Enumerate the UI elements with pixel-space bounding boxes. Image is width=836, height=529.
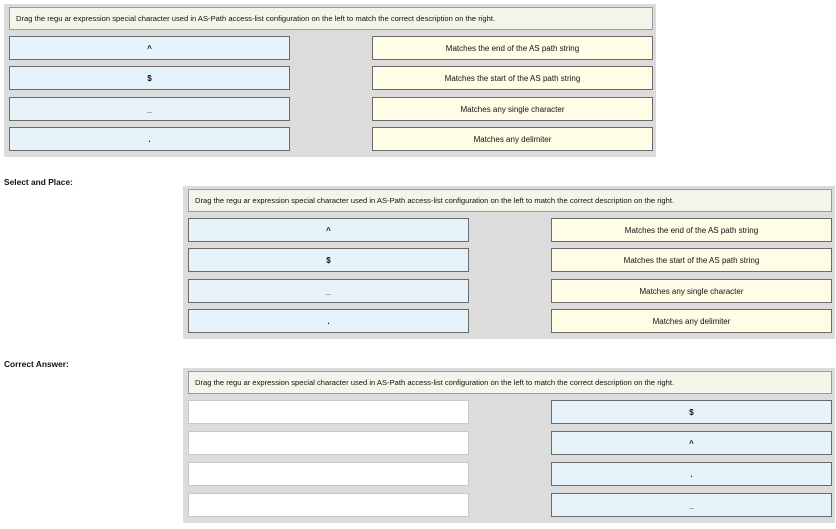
question-target-end[interactable]: Matches the end of the AS path string [372,36,653,60]
source-item-underscore[interactable]: _ [188,279,469,303]
correct-answer-label: Correct Answer: [4,359,69,369]
source-item-dollar[interactable]: $ [188,248,469,272]
target-slot-single-char[interactable]: Matches any single character [551,279,832,303]
correct-answer-instruction: Drag the regu ar expression special character used in AS-Path access-list configuration on the left to match the correct description on the right. [188,371,832,394]
target-slot-end[interactable]: Matches the end of the AS path string [551,218,832,242]
source-item-period[interactable]: . [188,309,469,333]
source-item-caret[interactable]: ^ [188,218,469,242]
question-drag-item-period[interactable]: . [9,127,290,151]
empty-source-slot [188,431,469,455]
empty-source-slot [188,493,469,517]
question-drag-item-dollar[interactable]: $ [9,66,290,90]
correct-answer-panel [183,368,835,523]
question-drag-item-caret[interactable]: ^ [9,36,290,60]
question-target-single-char[interactable]: Matches any single character [372,97,653,121]
select-and-place-instruction: Drag the regu ar expression special character used in AS-Path access-list configuration on the left to match the correct description on the right. [188,189,832,212]
answer-item-underscore: _ [551,493,832,517]
question-target-start[interactable]: Matches the start of the AS path string [372,66,653,90]
target-slot-start[interactable]: Matches the start of the AS path string [551,248,832,272]
empty-source-slot [188,400,469,424]
question-target-delimiter[interactable]: Matches any delimiter [372,127,653,151]
answer-item-caret: ^ [551,431,832,455]
question-drag-item-underscore[interactable]: _ [9,97,290,121]
question-instruction: Drag the regu ar expression special character used in AS-Path access-list configuration on the left to match the correct description on the right. [9,7,653,30]
empty-source-slot [188,462,469,486]
target-slot-delimiter[interactable]: Matches any delimiter [551,309,832,333]
answer-item-period: . [551,462,832,486]
select-and-place-label: Select and Place: [4,177,73,187]
answer-item-dollar: $ [551,400,832,424]
question-panel [4,4,656,157]
select-and-place-panel [183,186,835,339]
